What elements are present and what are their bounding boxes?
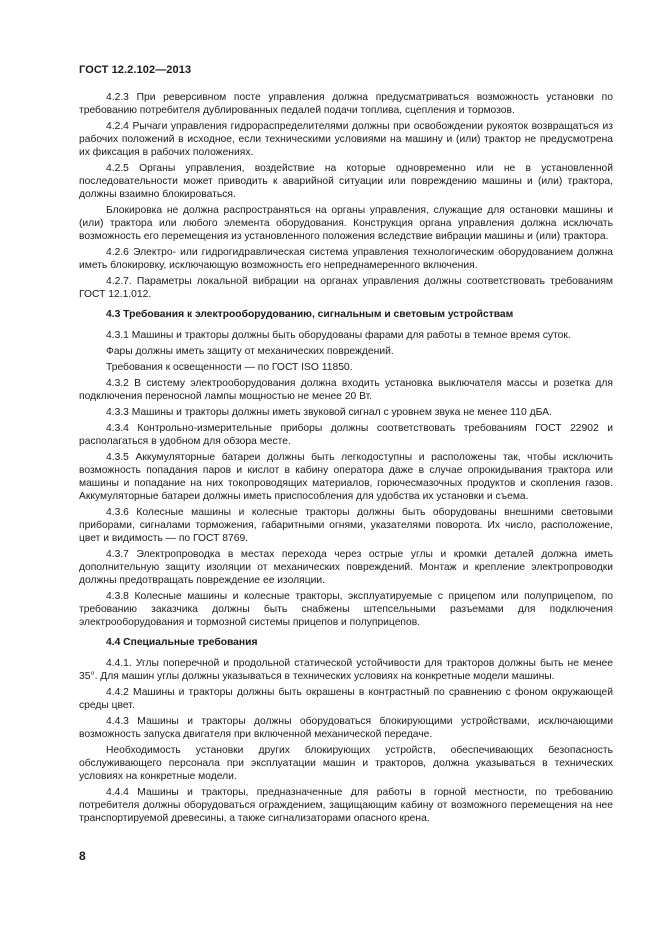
page-number: 8 [79, 849, 86, 863]
paragraph: Фары должны иметь защиту от механических повреждений. [106, 346, 394, 357]
section-heading: 4.4 Специальные требования [106, 637, 258, 648]
paragraph: 4.3.6 Колесные машины и колесные тракторы должны быть оборудованы внешними световыми приборами, сигналами торможения, габаритными огнями, указателями поворота. Их число, расположение, цвет и видимость — по ГОСТ 8769. [79, 507, 613, 544]
paragraph: 4.4.1. Углы поперечной и продольной статической устойчивости для тракторов должны быть не менее 35°. Для машин углы должны указываться в технических условиях на конкретные модели машины. [79, 658, 613, 682]
paragraph: 4.3.2 В систему электрооборудования должна входить установка выключателя массы и розетка для подключения переносной лампы мощностью не менее 20 Вт. [79, 378, 613, 402]
section-heading: 4.3 Требования к электрооборудованию, сигнальным и световым устройствам [106, 309, 514, 320]
paragraph: 4.2.6 Электро- или гидрогидравлическая система управления технологическим оборудованием должна иметь блокировку, исключающую возможность его непреднамеренного включения. [79, 247, 613, 271]
paragraph: 4.3.7 Электропроводка в местах перехода через острые углы и кромки деталей должна иметь дополнительную защиту изоляции от механических повреждений. Монтаж и крепление электропроводки должны предотвращать повреждение ее изоляции. [79, 549, 613, 586]
paragraph: Необходимость установки других блокирующих устройств, обеспечивающих безопасность обслуживающего персонала при эксплуатации машин и тракторов, должна указываться в технических условиях на конкретные модели. [79, 745, 613, 782]
paragraph: 4.2.7. Параметры локальной вибрации на органах управления должны соответствовать требованиям ГОСТ 12.1.012. [79, 276, 613, 300]
paragraph: 4.4.4 Машины и тракторы, предназначенные для работы в горной местности, по требованию потребителя должны оборудоваться ограждением, защищающим кабину от возможного перемещения на нее транспортируемой древесины, а также сигнализаторами опасного крена. [79, 787, 613, 824]
paragraph: 4.2.5 Органы управления, воздействие на которые одновременно или не в установленной последовательности может приводить к аварийной ситуации или повреждению машины и (или) трактора, должны взаимно блокироваться. [79, 163, 613, 200]
paragraph: 4.4.3 Машины и тракторы должны оборудоваться блокирующими устройствами, исключающими возможность запуска двигателя при включенной механической передаче. [79, 716, 613, 740]
paragraph: 4.2.4 Рычаги управления гидрораспределителями должны при освобождении рукояток возвращаться из рабочих положений в исходное, если техническими условиями на машину и (или) трактор не предусмотрена их фиксация в рабочих положениях. [79, 121, 613, 158]
paragraph: 4.3.1 Машины и тракторы должны быть оборудованы фарами для работы в темное время суток. [106, 330, 571, 341]
paragraph: 4.4.2 Машины и тракторы должны быть окрашены в контрастный по сравнению с фоном окружающей среды цвет. [79, 687, 613, 711]
paragraph: 4.3.3 Машины и тракторы должны иметь звуковой сигнал с уровнем звука не менее 110 дБА. [106, 407, 552, 418]
paragraph: 4.3.8 Колесные машины и колесные тракторы, эксплуатируемые с прицепом или полуприцепом, по требованию заказчика должны быть снабжены штепсельными разъемами для подключения электрооборудования и тормозной системы прицепов и полуприцепов. [79, 591, 613, 628]
paragraph: Требования к освещенности — по ГОСТ ISO 11850. [106, 362, 353, 373]
document-header: ГОСТ 12.2.102—2013 [79, 64, 192, 76]
paragraph: 4.2.3 При реверсивном посте управления должна предусматриваться возможность установки по требованию потребителя дублированных педалей подачи топлива, сцепления и тормозов. [79, 92, 613, 116]
paragraph: 4.3.5 Аккумуляторные батареи должны быть легкодоступны и расположены так, чтобы исключить возможность попадания паров и кислот в кабину оператора даже в случае опрокидывания трактора или машины и попадание на них токопроводящих материалов, горючесмазочных продуктов и скопления газов. Аккумуляторные батареи должны иметь приспособления для удобства их установки и съема. [79, 452, 613, 502]
paragraph: Блокировка не должна распространяться на органы управления, служащие для остановки машины и (или) трактора или любого элемента оборудования. Конструкция органа управления должна исключать возможность его перемещения из установленного положения вследствие вибрации машины и (или) трактора. [79, 205, 613, 242]
paragraph: 4.3.4 Контрольно-измерительные приборы должны соответствовать требованиям ГОСТ 22902 и располагаться в удобном для обзора месте. [79, 423, 613, 447]
document-body [79, 91, 613, 828]
